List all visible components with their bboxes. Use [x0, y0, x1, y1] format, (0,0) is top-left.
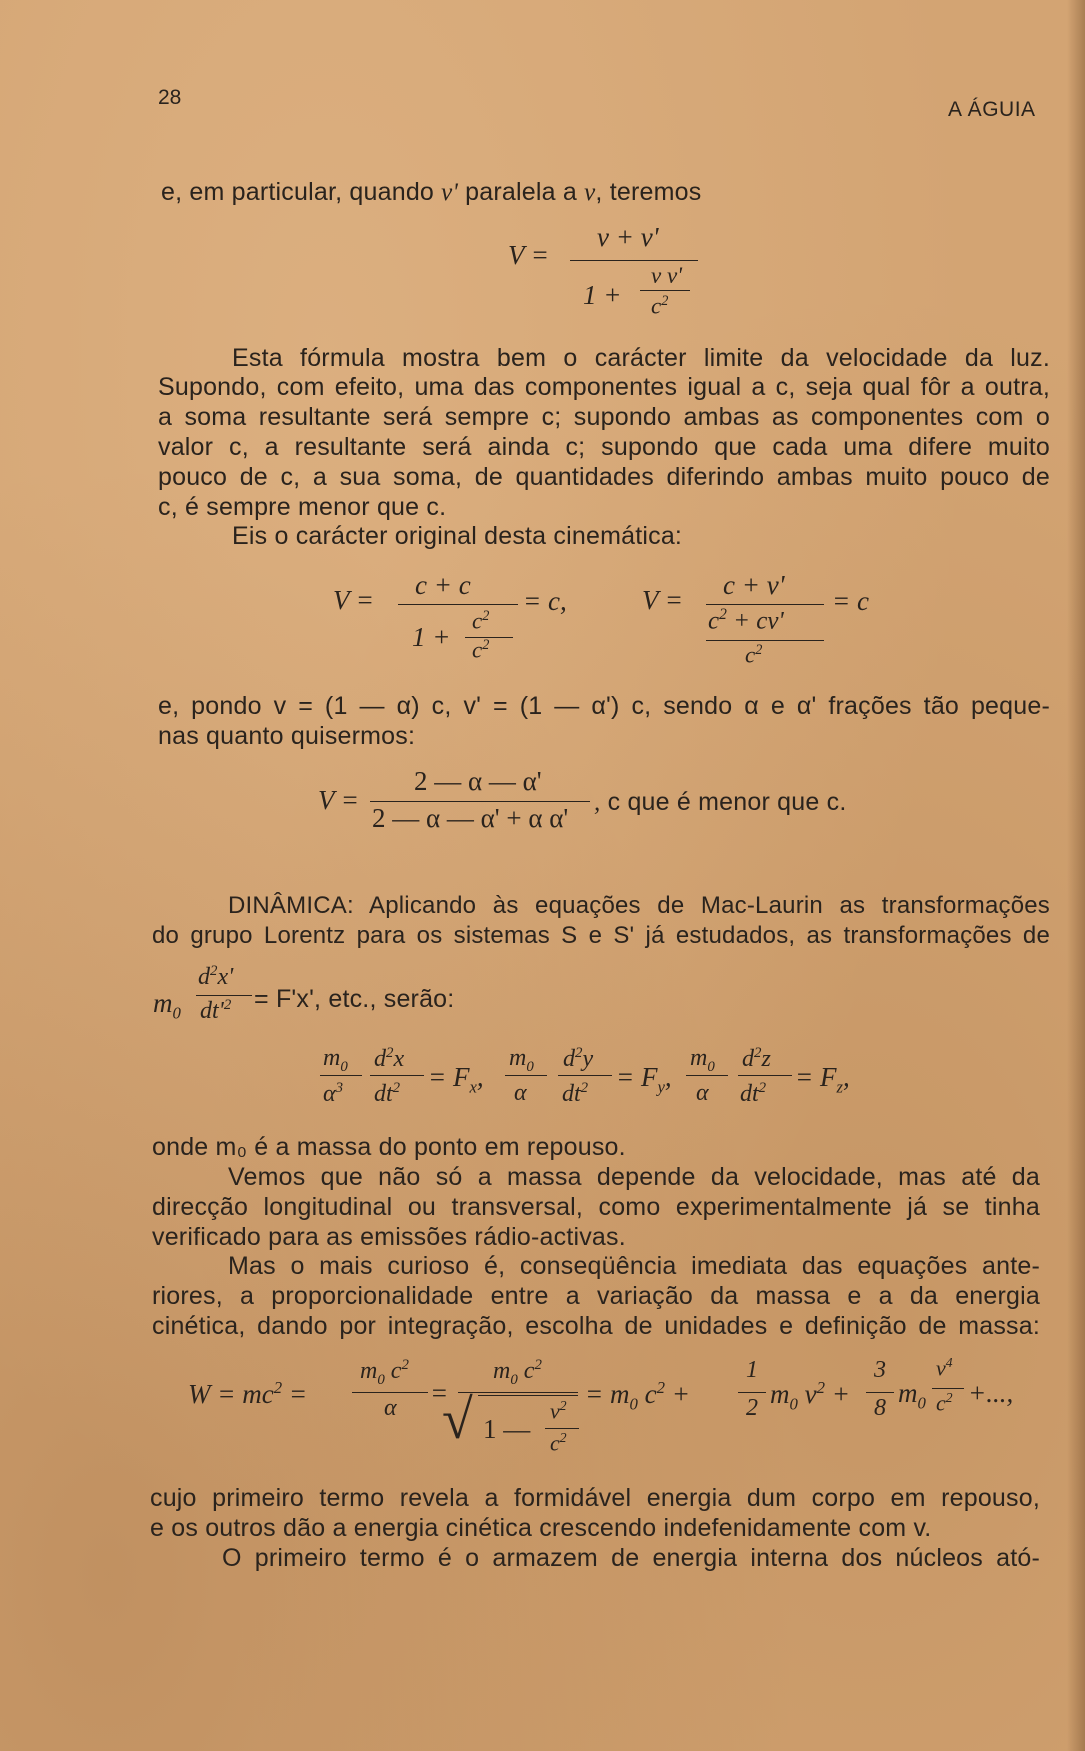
kinematics-intro: Eis o carácter original desta cinemática:	[232, 522, 683, 550]
lorentz-force-text: = F'x', etc., serão:	[254, 985, 455, 1013]
dynamics-heading-line: DINÂMICA: Aplicando às equações de Mac-Laurin as transformações	[228, 892, 1050, 919]
page-number: 28	[158, 86, 182, 109]
document-page: 28 A ÁGUIA e, em particular, quando v' paralela a v, teremos V = v + v' v v' 1 + $c^2$ Esta fórmula mostra bem o carácter limite da velocidade da luz. Supondo, com efeito, uma das componentes igual a c, seja qual fôr a outra, a soma resultante será sempre c; supondo ambas as componentes com o valor c, a resultante será ainda c; supondo que cada uma difere muito pouco de c, a sua soma, de quantidades diferindo ambas muito pouco de c, é sempre menor que c. Eis o carácter original desta cinemática: V = c + c = c, 1 + $c^2$ $c^2$ V = c + v' = c $c^2 + cv'$ $c^2$ e, pondo v = (1 — α) c, v' = (1 — α') c, sendo α e α' frações tão peque- nas quanto quisermos: V = 2 — α — α' 2 — α — α' + α α' , c que é menor que c. DINÂMICA: Aplicando às equações de Mac-Laurin as transformações do grupo Lorentz para os sistemas S e S' já estudados, as transformações de $m_0$ $d^2x'$ $dt'^2$ = F'x', etc., serão: $m_0$ $\alpha^3$ $d^2x$ $dt^2$ = $F_x$, $m_0$ α $d^2y$ $dt^2$ = $F_y$, $m_0$ α $d^2z$ $dt^2$ = $F_z$, onde m₀ é a massa do ponto em repouso. Vemos que não só a massa depende da velocidade, mas até da direcção longitudinal ou transversal, como experimentalmente já se tinha verificado para as emissões rádio-activas. Mas o mais curioso é, conseqüência imediata das equações ante- riores, a proporcionalidade entre a variação da massa e a da energia cinética, dando por integração, escolha de unidades e definição de massa: $W = mc^2$ = $m_0$ $c^2$ α = $m_0$ $c^2$ √ 1 — $v^2$ $c^2$ = $m_0$ $c^2$ + 1 2 $m_0$ $v^2$ + 3 8 $m_0$ $v^4$ $c^2$ +..., cujo primeiro termo revela a formidável energia dum corpo em repouso, e os outros dão a energia cinética crescendo indefenidamente com v. O primeiro termo é o armazem de energia interna dos núcleos ató-	[0, 0, 1085, 1751]
page-edge-shadow	[1067, 0, 1085, 1751]
intro-line: e, em particular, quando v' paralela a v, teremos	[161, 178, 702, 206]
dynamics-line-2: do grupo Lorentz para os sistemas S e S' já estudados, as transformações de	[152, 922, 1050, 949]
substitution-line: e, pondo v = (1 — α) c, v' = (1 — α') c, sendo α e α' frações tão peque-	[158, 692, 1050, 720]
substitution-line-end: nas quanto quisermos:	[158, 722, 416, 750]
running-title: A ÁGUIA	[948, 98, 1036, 121]
less-than-c-note: c que é menor que c.	[607, 788, 847, 816]
